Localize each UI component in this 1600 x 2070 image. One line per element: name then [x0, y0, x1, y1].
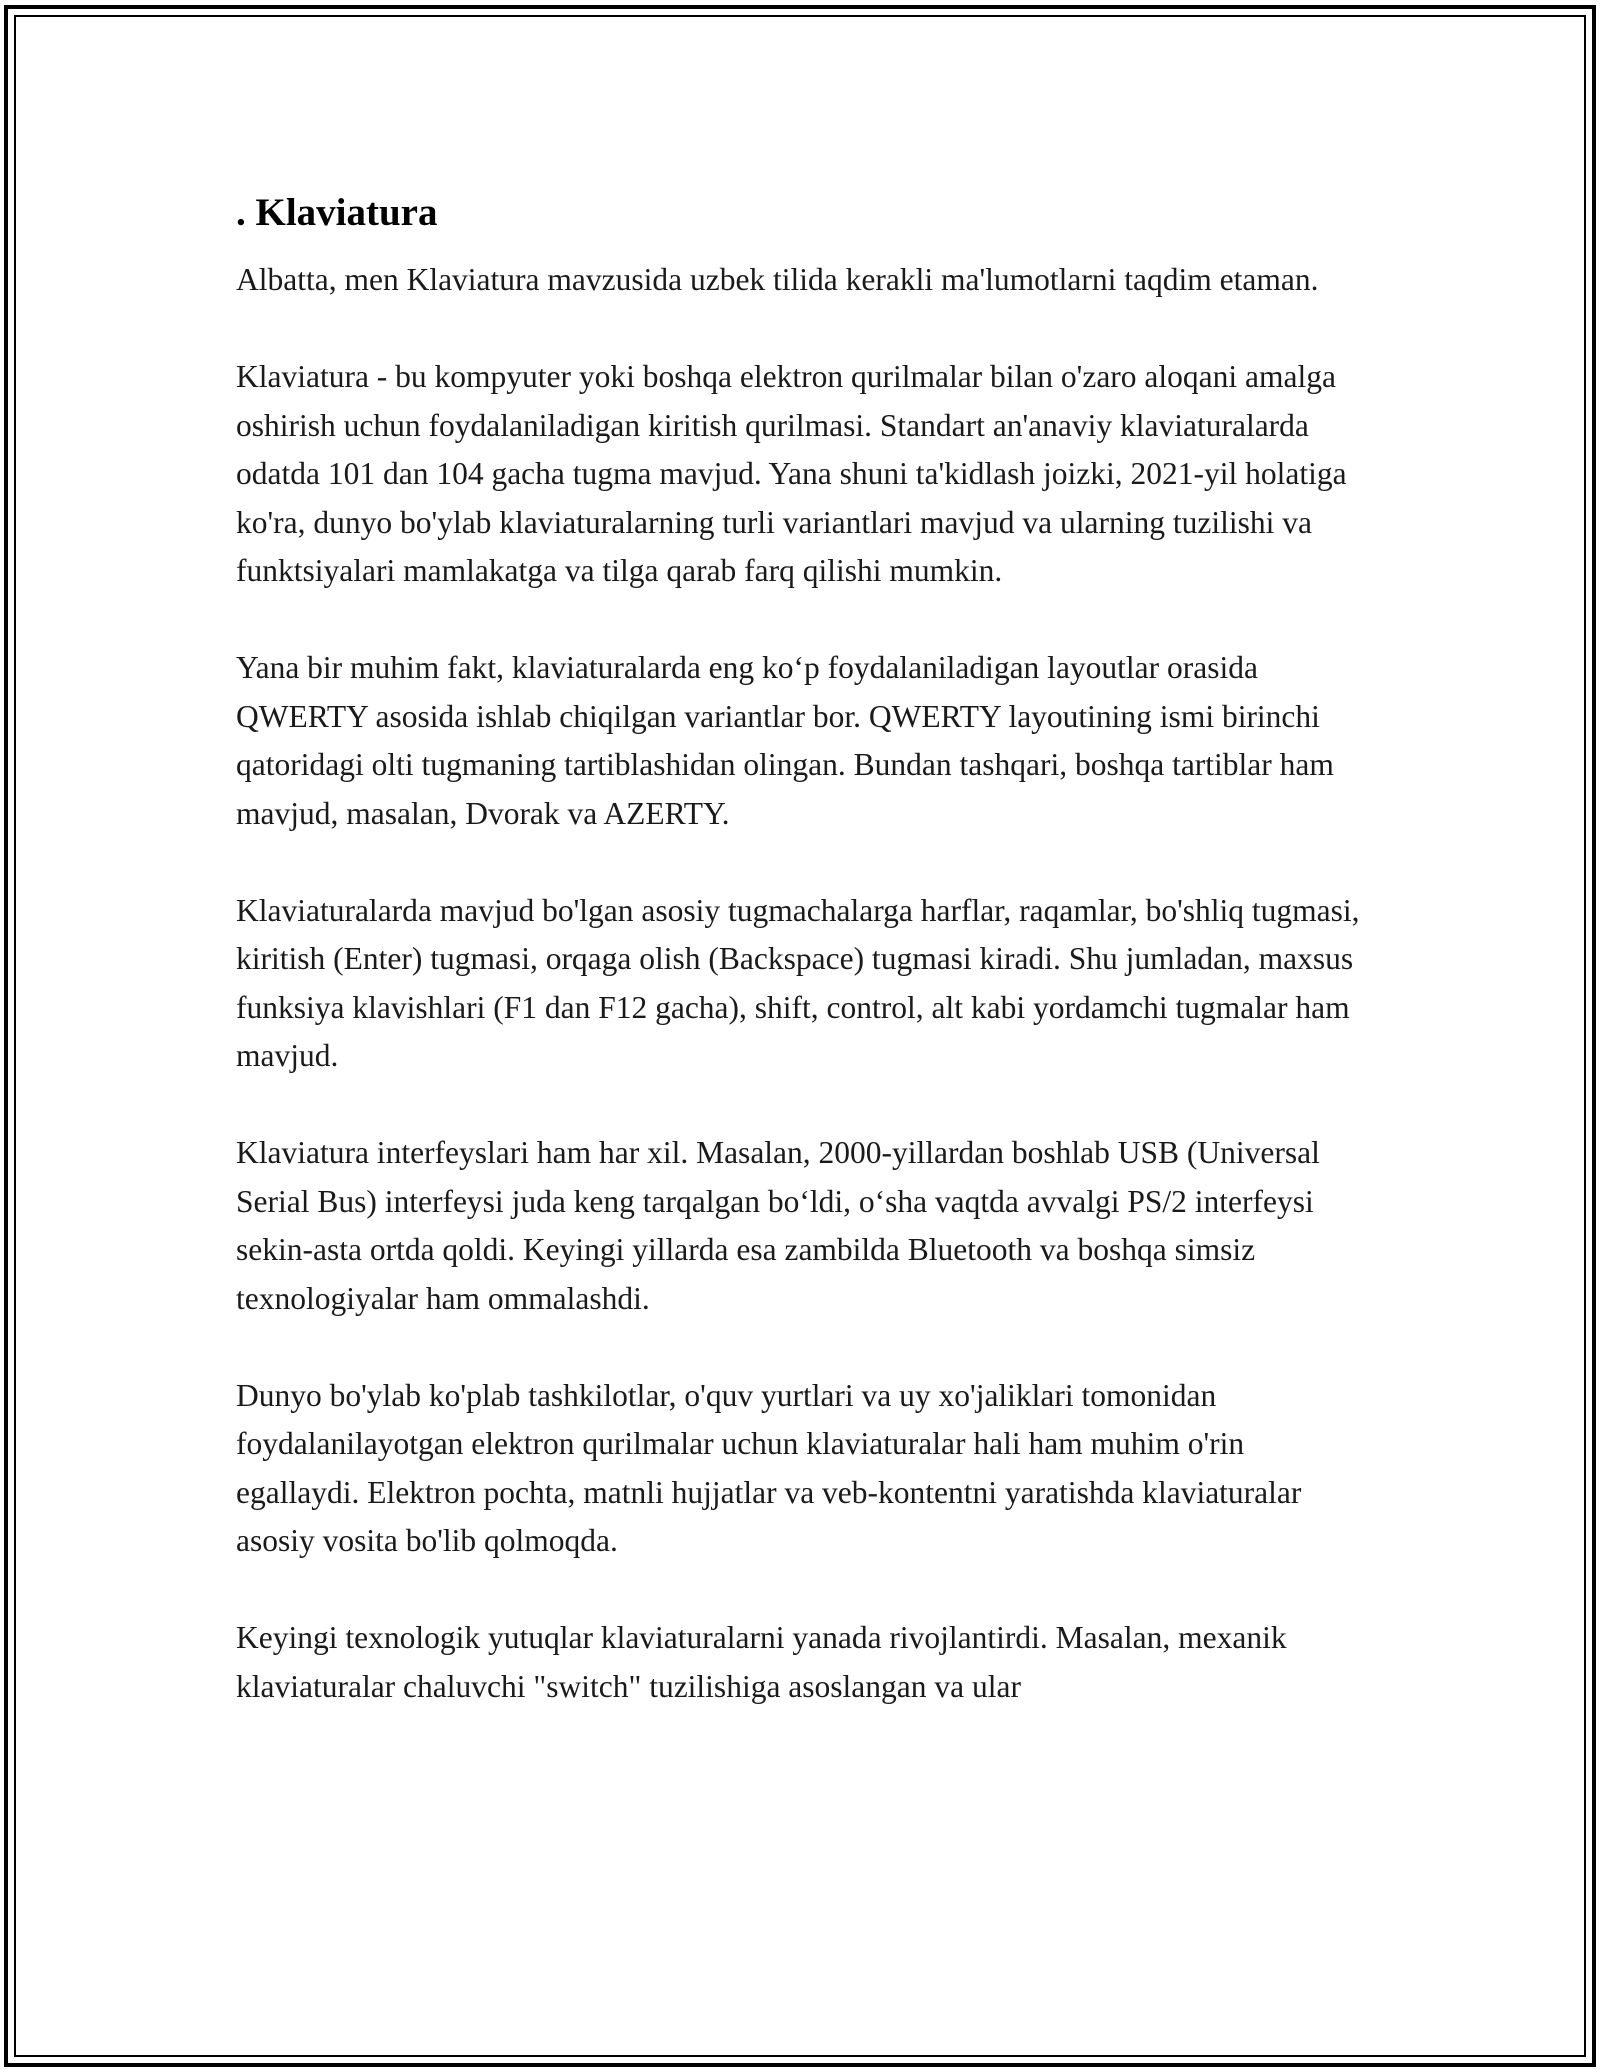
paragraph-keys: Klaviaturalarda mavjud bo'lgan asosiy tugmachalarga harflar, raqamlar, bo'shliq tugmasi, kiritish (Enter) tugmasi, orqaga olish (Backspace) tugmasi kiradi. Shu jumladan, maxsus funksiya klavishlari (F1 dan F12 gacha), shift, control, alt kabi yordamchi tugmalar ham mavjud. [236, 892, 1360, 1073]
paragraph-intro: Albatta, men Klaviatura mavzusida uzbek tilida kerakli ma'lumotlarni taqdim etaman. [236, 262, 1319, 297]
paragraph-definition: Klaviatura - bu kompyuter yoki boshqa elektron qurilmalar bilan o'zaro aloqani amalga oshirish uchun foydalaniladigan kiritish qurilmasi. Standart an'anaviy klaviaturalarda odatda 101 dan 104 gacha tugma mavjud. Yana shuni ta'kidlash joizki, 2021-yil holatiga ko'ra, dunyo bo'ylab klaviaturalarning turli variantlari mavjud va ularning tuzilishi va funktsiyalari mamlakatga va tilga qarab farq qilishi mumkin. [236, 359, 1347, 588]
paragraph-advances: Keyingi texnologik yutuqlar klaviaturalarni yanada rivojlantirdi. Masalan, mexanik klaviaturalar chaluvchi "switch" tuzilishiga asoslangan va ular [236, 1620, 1287, 1704]
document-body [236, 184, 1366, 1760]
paragraph-usage: Dunyo bo'ylab ko'plab tashkilotlar, o'quv yurtlari va uy xo'jaliklari tomonidan foydalanilayotgan elektron qurilmalar uchun klaviaturalar hali ham muhim o'rin egallaydi. Elektron pochta, matnli hujjatlar va veb-kontentni yaratishda klaviaturalar asosiy vosita bo'lib qolmoqda. [236, 1377, 1302, 1558]
paragraph-layouts: Yana bir muhim fakt, klaviaturalarda eng koʻp foydalaniladigan layoutlar orasida QWERTY asosida ishlab chiqilgan variantlar bor. QWERTY layoutining ismi birinchi qatoridagi olti tugmaning tartiblashidan olingan. Bundan tashqari, boshqa tartiblar ham mavjud, masalan, Dvorak va AZERTY. [236, 650, 1334, 831]
paragraph-interfaces: Klaviatura interfeyslari ham har xil. Masalan, 2000-yillardan boshlab USB (Universal Serial Bus) interfeysi juda keng tarqalgan boʻldi, oʻsha vaqtda avvalgi PS/2 interfeysi sekin-asta ortda qoldi. Keyingi yillarda esa zambilda Bluetooth va boshqa simsiz texnologiyalar ham ommalashdi. [236, 1135, 1320, 1316]
document-title: . Klaviatura [236, 191, 438, 234]
